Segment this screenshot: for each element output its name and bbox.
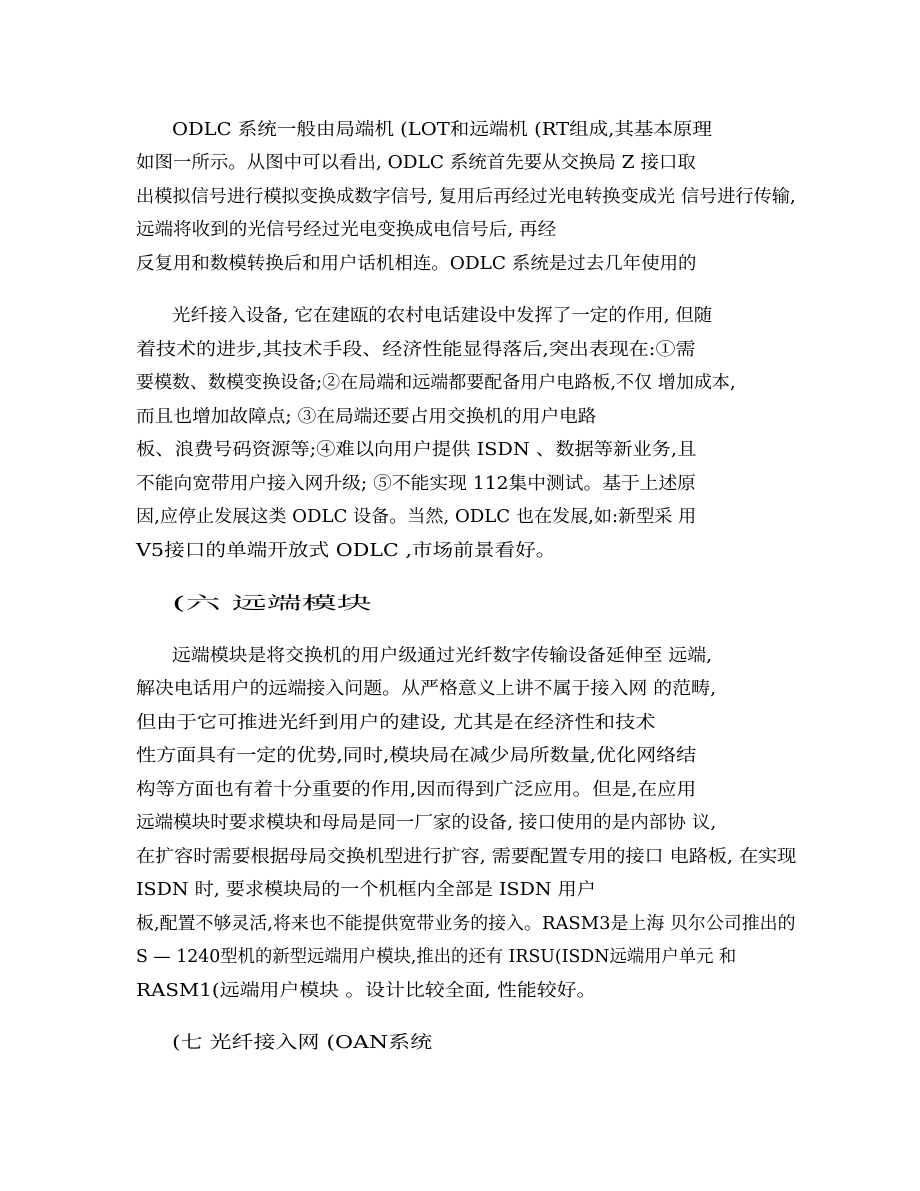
paragraph-1-line-1: ODLC 系统一般由局端机 (LOT和远端机 (RT组成,其基本原理 — [172, 120, 712, 140]
paragraph-1-line-3: 出模拟信号进行模拟变换成数字信号, 复用后再经过光电转换变成光 信号进行传输, — [136, 187, 796, 207]
paragraph-1-line-4: 远端将收到的光信号经过光电变换成电信号后, 再经 — [136, 220, 557, 240]
paragraph-2-line-6: 不能向宽带用户接入网升级; ⑤不能实现 112集中测试。基于上述原 — [136, 474, 696, 494]
paragraph-3-line-8: ISDN 时, 要求模块局的一个机框内全部是 ISDN 用户 — [136, 880, 596, 900]
paragraph-3-line-10: S — 1240型机的新型远端用户模块,推出的还有 IRSU(ISDN远端用户单元 和 — [136, 947, 737, 967]
section-heading-7: (七 光纤接入网 (OAN系统 — [172, 1033, 433, 1053]
paragraph-1-line-5: 反复用和数模转换后和用户话机相连。ODLC 系统是过去几年使用的 — [136, 254, 697, 274]
paragraph-2-line-3: 要模数、数模变换设备;②在局端和远端都要配备用户电路板,不仅 增加成本, — [136, 373, 736, 393]
paragraph-2-line-7: 因,应停止发展这类 ODLC 设备。当然, ODLC 也在发展,如:新型采 用 — [136, 507, 697, 527]
paragraph-3-line-5: 构等方面也有着十分重要的作用,因而得到广泛应用。但是,在应用 — [136, 780, 697, 800]
paragraph-3-line-3: 但由于它可推进光纤到用户的建设, 尤其是在经济性和技术 — [136, 713, 656, 733]
paragraph-2-line-5: 板、浪费号码资源等;④难以向用户提供 ISDN 、数据等新业务,且 — [136, 440, 697, 460]
paragraph-3-line-2: 解决电话用户的远端接入问题。从严格意义上讲不属于接入网 的范畴, — [136, 679, 717, 699]
paragraph-2-line-2: 着技术的进步,其技术手段、经济性能显得落后,突出表现在:①需 — [136, 340, 696, 360]
paragraph-2-line-1: 光纤接入设备, 它在建瓯的农村电话建设中发挥了一定的作用, 但随 — [172, 306, 713, 326]
section-heading-6: (六 远端模块 — [172, 594, 372, 614]
paragraph-1-line-2: 如图一所示。从图中可以看出, ODLC 系统首先要从交换局 Z 接口取 — [136, 153, 696, 173]
paragraph-2-line-8: V5接口的单端开放式 ODLC ,市场前景看好。 — [136, 541, 557, 561]
paragraph-2-line-4: 而且也增加故障点; ③在局端还要占用交换机的用户电路 — [136, 407, 597, 427]
paragraph-3-line-1: 远端模块是将交换机的用户级通过光纤数字传输设备延伸至 远端, — [172, 646, 713, 666]
paragraph-3-line-9: 板,配置不够灵活,将来也不能提供宽带业务的接入。RASM3是上海 贝尔公司推出的 — [136, 914, 796, 934]
paragraph-3-line-11: RASM1(远端用户模块 。设计比较全面, 性能较好。 — [136, 981, 597, 1001]
paragraph-3-line-7: 在扩容时需要根据母局交换机型进行扩容, 需要配置专用的接口 电路板, 在实现 — [136, 847, 797, 867]
paragraph-3-line-4: 性方面具有一定的优势,同时,模块局在减少局所数量,优化网络结 — [136, 746, 697, 766]
paragraph-3-line-6: 远端模块时要求模块和母局是同一厂家的设备, 接口使用的是内部协 议, — [136, 813, 717, 833]
